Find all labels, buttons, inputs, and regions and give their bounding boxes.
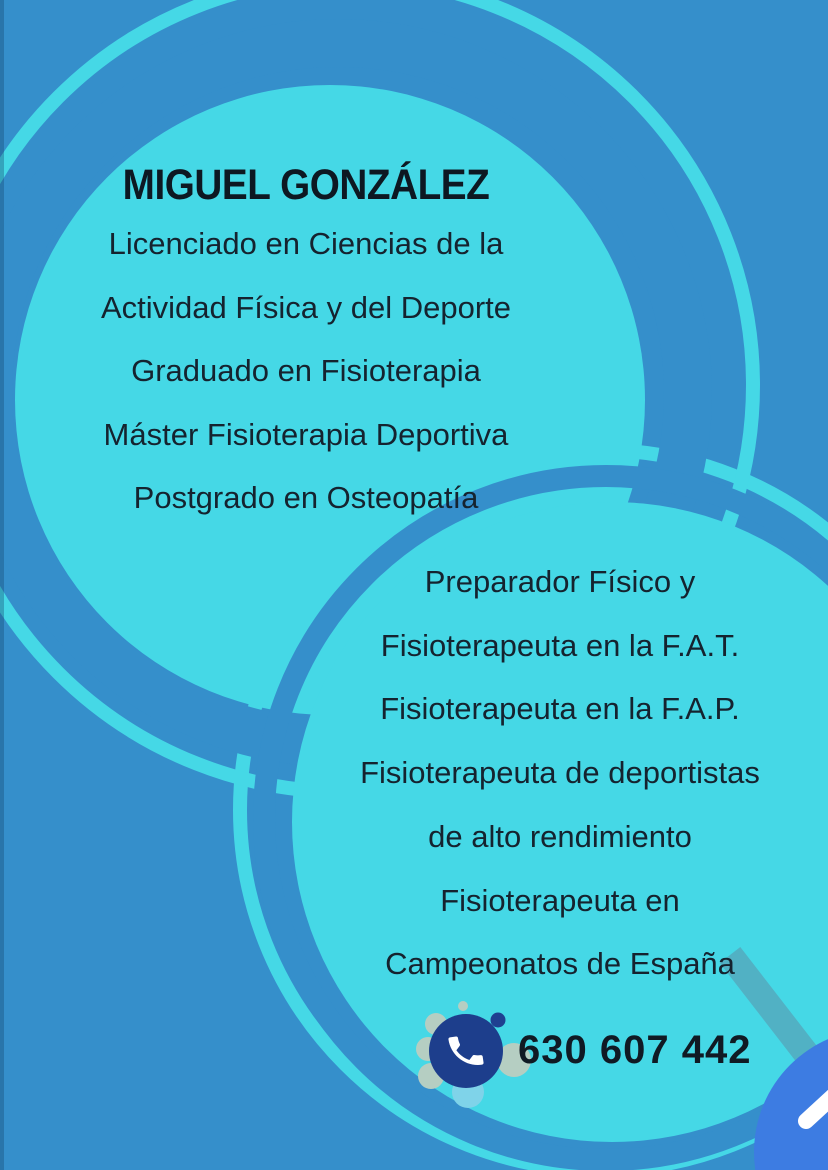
- left-edge-strip: [0, 0, 4, 1170]
- role-line: Fisioterapeuta en la F.A.T.: [380, 627, 740, 663]
- role-line: Preparador Físico y: [424, 564, 696, 599]
- roles-list: [280, 550, 828, 996]
- phone-blob-sage-4: [458, 1001, 468, 1011]
- credential-line: Actividad Física y del Deporte: [100, 289, 512, 325]
- page-title: MIGUEL GONZÁLEZ: [122, 161, 490, 209]
- role-line: Campeonatos de España: [385, 946, 735, 982]
- role-line: Fisioterapeuta de deportistas: [360, 755, 760, 791]
- credential-line: Postgrado en Osteopatía: [133, 480, 479, 515]
- phone-badge-circle: [429, 1014, 503, 1088]
- credential-line: Graduado en Fisioterapia: [131, 353, 481, 388]
- credentials-list: [2, 212, 610, 530]
- role-line: Fisioterapeuta en: [440, 882, 680, 918]
- credential-line: Licenciado en Ciencias de la: [108, 226, 504, 261]
- role-line: de alto rendimiento: [428, 818, 692, 854]
- role-line: Fisioterapeuta en la F.A.P.: [380, 691, 740, 727]
- credential-line: Máster Fisioterapia Deportiva: [103, 416, 509, 452]
- phone-dot: [491, 1013, 506, 1028]
- phone-number: 630 607 442: [518, 1028, 752, 1072]
